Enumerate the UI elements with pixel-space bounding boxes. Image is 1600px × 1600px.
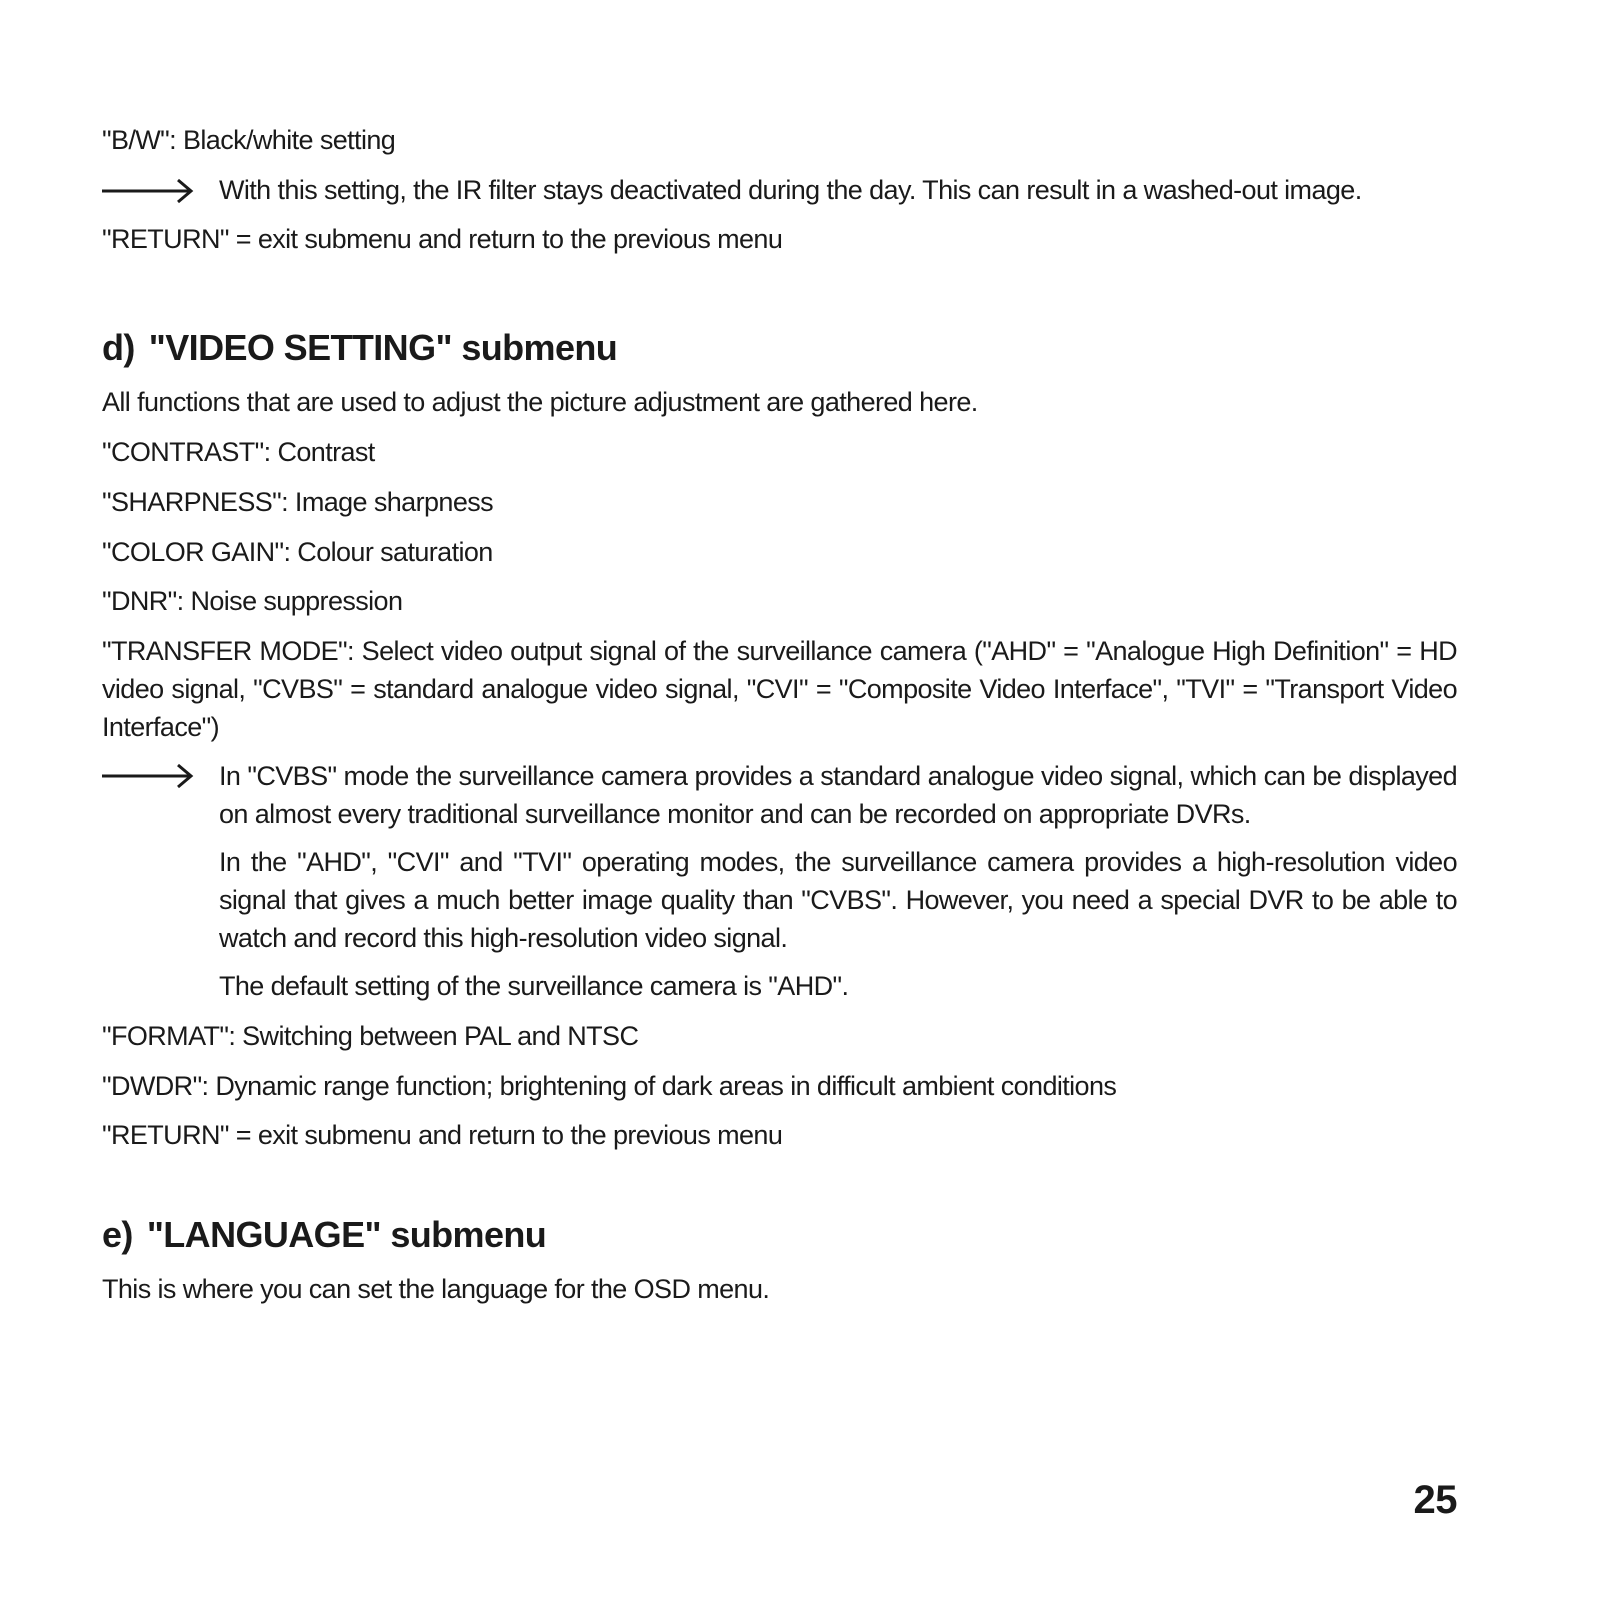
bw-note: With this setting, the IR filter stays deactivated during the day. This can result in a washed-out image. — [219, 175, 1362, 205]
color-gain-line: "COLOR GAIN": Colour saturation — [102, 537, 493, 567]
section-title: "VIDEO SETTING" submenu — [148, 327, 618, 368]
arrow-right-icon — [102, 763, 194, 789]
transfer-mode-paragraph: "TRANSFER MODE": Select video output signal of the surveillance camera ("AHD" = "Analogue High Definition" = HD video signal, "CVBS" = standard analogue video signal, "CVI" = "Composite Video Interface", "TVI" = "Transport Video Interface") — [102, 636, 1457, 742]
page-number: 25 — [1413, 1478, 1457, 1522]
section-number: d) — [102, 327, 135, 368]
ahd-note: In the "AHD", "CVI" and "TVI" operating modes, the surveillance camera provides a high-resolution video signal that gives a much better image quality than "CVBS". However, you need a special DVR to be able to watch and record this high-resolution video signal. — [219, 847, 1457, 953]
format-line: "FORMAT": Switching between PAL and NTSC — [102, 1021, 639, 1051]
language-intro: This is where you can set the language for the OSD menu. — [102, 1274, 770, 1304]
bw-setting-line: "B/W": Black/white setting — [102, 125, 396, 155]
default-setting-note: The default setting of the surveillance camera is "AHD". — [219, 971, 849, 1001]
cvbs-note: In "CVBS" mode the surveillance camera provides a standard analogue video signal, which can be displayed on almost every traditional surveillance monitor and can be recorded on appropriate DVRs. — [219, 761, 1457, 829]
arrow-right-icon — [102, 178, 194, 204]
dwdr-line: "DWDR": Dynamic range function; brightening of dark areas in difficult ambient conditions — [102, 1071, 1117, 1101]
video-setting-intro: All functions that are used to adjust the picture adjustment are gathered here. — [102, 387, 978, 417]
return-line-2: "RETURN" = exit submenu and return to the previous menu — [102, 1120, 783, 1150]
contrast-line: "CONTRAST": Contrast — [102, 437, 375, 467]
return-line-1: "RETURN" = exit submenu and return to the previous menu — [102, 224, 783, 254]
sharpness-line: "SHARPNESS": Image sharpness — [102, 487, 494, 517]
section-heading-language — [102, 1213, 546, 1257]
dnr-line: "DNR": Noise suppression — [102, 586, 403, 616]
section-number: e) — [102, 1214, 133, 1255]
section-heading-video-setting — [102, 326, 617, 370]
section-title: "LANGUAGE" submenu — [146, 1214, 547, 1255]
